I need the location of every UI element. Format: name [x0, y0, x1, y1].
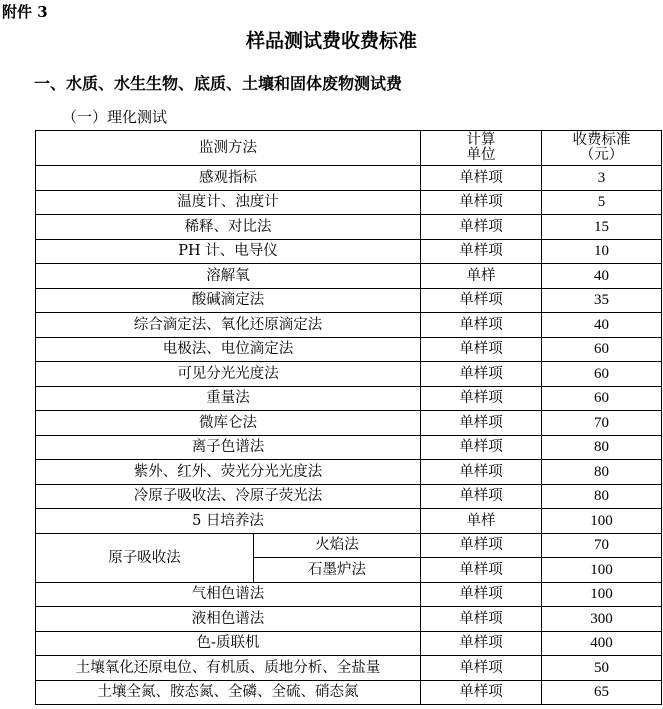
fee-cell: 70	[542, 533, 662, 558]
table-row	[36, 190, 662, 215]
fee-cell: 80	[542, 435, 662, 460]
fee-cell: 100	[542, 558, 662, 583]
method-cell: 离子色谱法	[36, 435, 421, 460]
method-cell: 电极法、电位滴定法	[36, 337, 421, 362]
table-row	[36, 460, 662, 485]
table-row	[36, 509, 662, 534]
fee-table	[35, 130, 662, 705]
table-row	[36, 411, 662, 436]
unit-cell: 单样项	[421, 607, 542, 632]
attachment-label: 附件 3	[2, 3, 48, 21]
unit-cell: 单样项	[421, 215, 542, 240]
column-header-unit-line1: 计算	[466, 132, 496, 148]
unit-cell: 单样项	[421, 288, 542, 313]
unit-cell: 单样项	[421, 435, 542, 460]
unit-cell: 单样项	[421, 239, 542, 264]
fee-cell: 40	[542, 313, 662, 338]
method-cell: 土壤全氮、胺态氮、全磷、全硫、硝态氮	[36, 680, 421, 705]
unit-cell: 单样项	[421, 582, 542, 607]
fee-cell: 3	[542, 166, 662, 191]
unit-cell: 单样项	[421, 631, 542, 656]
fee-cell: 50	[542, 656, 662, 681]
method-cell: 紫外、红外、荧光分光光度法	[36, 460, 421, 485]
method-cell: 冷原子吸收法、冷原子荧光法	[36, 484, 421, 509]
sub-method-cell: 石墨炉法	[254, 558, 421, 583]
method-cell: 感观指标	[36, 166, 421, 191]
unit-cell: 单样项	[421, 337, 542, 362]
fee-cell: 40	[542, 264, 662, 289]
method-cell: 可见分光光度法	[36, 362, 421, 387]
method-cell: 酸碱滴定法	[36, 288, 421, 313]
unit-cell: 单样项	[421, 386, 542, 411]
fee-cell: 5	[542, 190, 662, 215]
method-cell: 土壤氧化还原电位、有机质、质地分析、全盐量	[36, 656, 421, 681]
fee-cell: 80	[542, 484, 662, 509]
table-row	[36, 313, 662, 338]
fee-cell: 60	[542, 362, 662, 387]
method-cell: 色-质联机	[36, 631, 421, 656]
unit-cell: 单样项	[421, 313, 542, 338]
table-row	[36, 533, 662, 558]
fee-cell: 400	[542, 631, 662, 656]
unit-cell: 单样项	[421, 680, 542, 705]
method-group-cell: 原子吸收法	[36, 533, 254, 582]
method-cell: 微库仑法	[36, 411, 421, 436]
table-row	[36, 239, 662, 264]
table-row	[36, 435, 662, 460]
fee-cell: 100	[542, 509, 662, 534]
unit-cell: 单样	[421, 509, 542, 534]
sub-method-cell: 火焰法	[254, 533, 421, 558]
fee-cell: 300	[542, 607, 662, 632]
fee-cell: 70	[542, 411, 662, 436]
method-cell: 溶解氧	[36, 264, 421, 289]
table-row	[36, 362, 662, 387]
subsection-heading: （一）理化测试	[62, 108, 168, 126]
fee-cell: 60	[542, 337, 662, 362]
table-row	[36, 288, 662, 313]
fee-cell: 65	[542, 680, 662, 705]
method-cell: 温度计、浊度计	[36, 190, 421, 215]
document-title: 样品测试费收费标准	[245, 30, 417, 52]
unit-cell: 单样项	[421, 411, 542, 436]
method-cell: 5 日培养法	[36, 509, 421, 534]
unit-cell: 单样项	[421, 460, 542, 485]
table-row	[36, 386, 662, 411]
table-row	[36, 484, 662, 509]
unit-cell: 单样项	[421, 166, 542, 191]
table-row	[36, 337, 662, 362]
fee-cell: 80	[542, 460, 662, 485]
fee-cell: 35	[542, 288, 662, 313]
table-header-row	[36, 131, 662, 166]
method-cell: PH 计、电导仪	[36, 239, 421, 264]
column-header-fee	[542, 131, 662, 166]
unit-cell: 单样项	[421, 533, 542, 558]
fee-cell: 15	[542, 215, 662, 240]
table-row	[36, 680, 662, 705]
section-heading: 一、水质、水生生物、底质、土壤和固体废物测试费	[34, 74, 403, 93]
unit-cell: 单样项	[421, 190, 542, 215]
column-header-fee-line2: （元）	[579, 147, 624, 163]
fee-cell: 60	[542, 386, 662, 411]
method-cell: 重量法	[36, 386, 421, 411]
column-header-fee-line1: 收费标准	[572, 132, 631, 148]
table-row	[36, 656, 662, 681]
column-header-method: 监测方法	[36, 131, 421, 166]
method-cell: 综合滴定法、氧化还原滴定法	[36, 313, 421, 338]
fee-cell: 100	[542, 582, 662, 607]
table-row	[36, 582, 662, 607]
unit-cell: 单样项	[421, 362, 542, 387]
unit-cell: 单样项	[421, 484, 542, 509]
method-cell: 稀释、对比法	[36, 215, 421, 240]
column-header-unit-line2: 单位	[466, 147, 496, 163]
table-row	[36, 166, 662, 191]
method-cell: 气相色谱法	[36, 582, 421, 607]
column-header-unit	[421, 131, 542, 166]
unit-cell: 单样项	[421, 656, 542, 681]
table-row	[36, 215, 662, 240]
table-row	[36, 264, 662, 289]
table-row	[36, 607, 662, 632]
unit-cell: 单样项	[421, 558, 542, 583]
fee-cell: 10	[542, 239, 662, 264]
method-cell: 液相色谱法	[36, 607, 421, 632]
unit-cell: 单样	[421, 264, 542, 289]
table-row	[36, 631, 662, 656]
